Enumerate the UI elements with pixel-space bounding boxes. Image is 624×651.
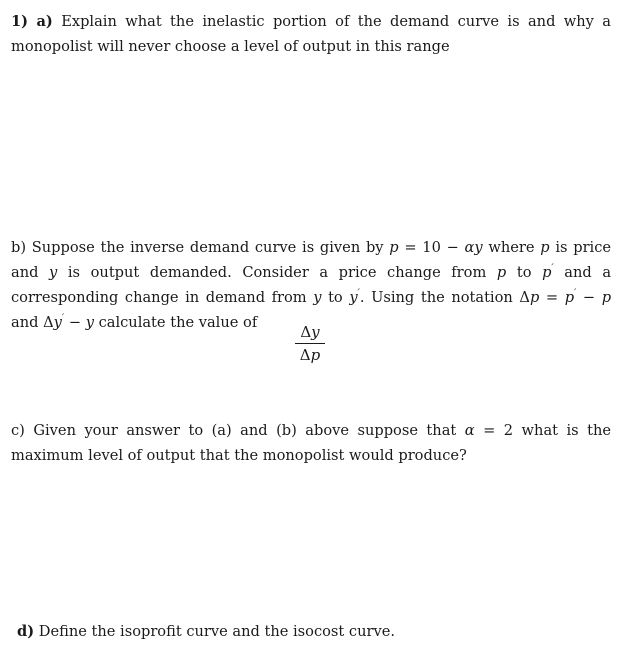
- question-1a: [11, 9, 611, 59]
- fraction-denominator: Δp: [299, 346, 321, 364]
- delta-y-notation: Δy′ − y: [43, 313, 94, 331]
- part-b-text-1: Suppose the inverse demand curve is given by: [31, 239, 384, 256]
- question-1c: [11, 418, 611, 468]
- var-p-1: p: [540, 239, 550, 256]
- var-alpha: α: [464, 422, 475, 439]
- var-p-2: p: [496, 264, 507, 281]
- part-b-label: b): [11, 239, 27, 256]
- part-b-text-9: and: [11, 314, 39, 331]
- question-1b: [11, 235, 611, 335]
- part-b-text-2: where: [488, 239, 535, 256]
- eq1-op: = 10 −: [398, 239, 465, 256]
- eq1-alpha: α: [464, 239, 475, 256]
- delta-p-notation: Δp = p′ − p: [519, 288, 612, 306]
- part-b-text-6: and a corresponding change in demand from: [11, 264, 612, 306]
- part-b-text-7: to: [328, 289, 343, 306]
- var-y-2: y: [313, 289, 322, 306]
- part-b-text-8: . Using the notation: [359, 289, 513, 306]
- var-y-1: y: [49, 264, 58, 281]
- part-c-label: c): [11, 422, 25, 439]
- eq1-y: y: [474, 239, 483, 256]
- part-d-text: Define the isoprofit curve and the isocost curve.: [38, 623, 395, 640]
- part-b-text-5: to: [516, 264, 532, 281]
- part-a-label: a): [36, 13, 53, 30]
- part-c-text-2: = 2 what is the maximum level of output that the monopolist would produce?: [11, 422, 612, 464]
- part-b-text-3: is price and: [11, 239, 612, 281]
- fraction-dy-dp: [292, 322, 328, 365]
- var-y-prime: y′: [349, 288, 360, 306]
- part-c-text-1: Given your answer to (a) and (b) above suppose that: [33, 422, 457, 439]
- question-number: 1): [11, 13, 29, 30]
- question-1d: [17, 619, 617, 644]
- var-p-prime: p′: [542, 263, 554, 281]
- part-a-text: Explain what the inelastic portion of the demand curve is and why a monopolist will never choose a level of output in this range: [11, 13, 611, 55]
- fraction-numerator: Δy: [300, 323, 320, 341]
- part-b-text-4: is output demanded. Consider a price change from: [67, 264, 487, 281]
- part-d-label: d): [17, 623, 35, 640]
- part-b-text-10: calculate the value of: [98, 314, 258, 331]
- eq1-lhs: p: [389, 239, 399, 256]
